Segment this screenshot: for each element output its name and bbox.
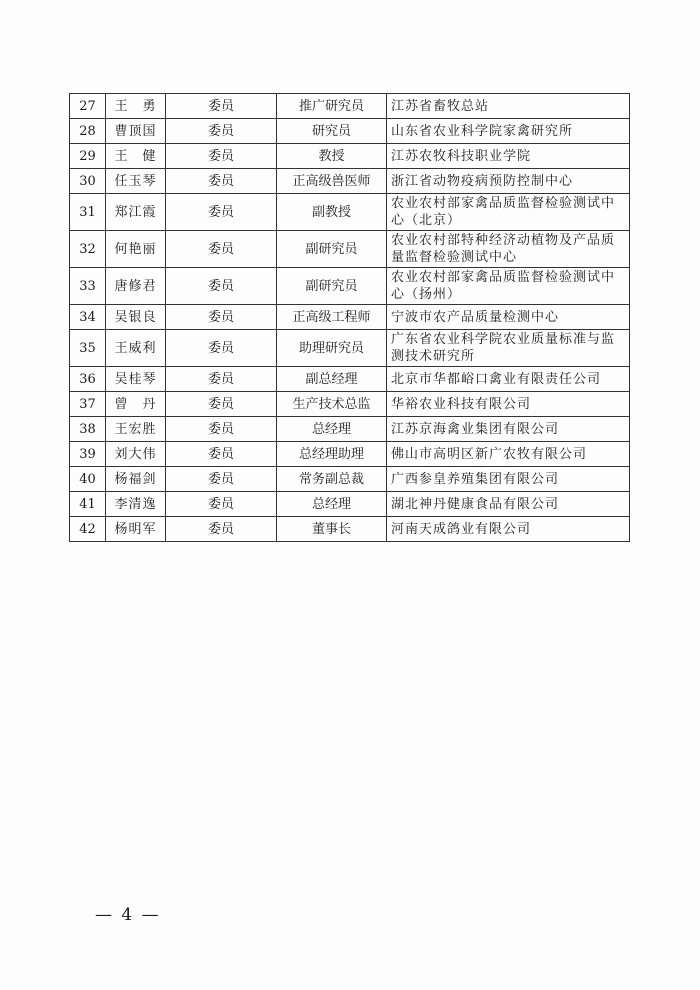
member-title: 助理研究员: [277, 330, 387, 367]
page-number: — 4 —: [95, 905, 161, 925]
member-role: 委员: [166, 119, 277, 144]
member-role: 委员: [166, 231, 277, 268]
member-organization: 河南天成鸽业有限公司: [387, 517, 630, 542]
member-title: 副研究员: [277, 268, 387, 305]
member-organization: 佛山市高明区新广农牧有限公司: [387, 442, 630, 467]
member-name: 杨明军: [106, 517, 166, 542]
member-organization: 广西参皇养殖集团有限公司: [387, 467, 630, 492]
member-role: 委员: [166, 492, 277, 517]
member-role: 委员: [166, 94, 277, 119]
member-name: 刘大伟: [106, 442, 166, 467]
member-organization: 农业农村部特种经济动植物及产品质量监督检验测试中心: [387, 231, 630, 268]
member-name: 王宏胜: [106, 417, 166, 442]
member-name: 唐修君: [106, 268, 166, 305]
member-organization: 农业农村部家禽品质监督检验测试中心（扬州）: [387, 268, 630, 305]
member-title: 副总经理: [277, 367, 387, 392]
member-role: 委员: [166, 417, 277, 442]
member-title: 推广研究员: [277, 94, 387, 119]
member-name: 何艳丽: [106, 231, 166, 268]
member-role: 委员: [166, 268, 277, 305]
table-row: [70, 442, 630, 467]
member-role: 委员: [166, 517, 277, 542]
member-title: 研究员: [277, 119, 387, 144]
member-title: 董事长: [277, 517, 387, 542]
table-row: [70, 367, 630, 392]
member-name: 吴桂琴: [106, 367, 166, 392]
member-organization: 广东省农业科学院农业质量标准与监测技术研究所: [387, 330, 630, 367]
member-number: 31: [70, 194, 106, 231]
member-title: 总经理: [277, 417, 387, 442]
member-number: 32: [70, 231, 106, 268]
member-role: 委员: [166, 169, 277, 194]
member-role: 委员: [166, 392, 277, 417]
member-title: 常务副总裁: [277, 467, 387, 492]
member-name: 任玉琴: [106, 169, 166, 194]
member-role: 委员: [166, 305, 277, 330]
table-row: [70, 330, 630, 367]
member-title: 教授: [277, 144, 387, 169]
table-row: [70, 268, 630, 305]
table-row: [70, 467, 630, 492]
member-title: 副研究员: [277, 231, 387, 268]
member-role: 委员: [166, 367, 277, 392]
member-title: 副教授: [277, 194, 387, 231]
member-name: 王威利: [106, 330, 166, 367]
member-number: 33: [70, 268, 106, 305]
member-organization: 江苏省畜牧总站: [387, 94, 630, 119]
member-title: 正高级工程师: [277, 305, 387, 330]
member-name: 曾 丹: [106, 392, 166, 417]
committee-member-table: [69, 93, 630, 542]
member-organization: 湖北神丹健康食品有限公司: [387, 492, 630, 517]
member-number: 36: [70, 367, 106, 392]
member-title: 总经理: [277, 492, 387, 517]
member-organization: 江苏农牧科技职业学院: [387, 144, 630, 169]
member-number: 37: [70, 392, 106, 417]
table-row: [70, 492, 630, 517]
member-number: 42: [70, 517, 106, 542]
table-row: [70, 231, 630, 268]
member-number: 27: [70, 94, 106, 119]
member-organization: 北京市华都峪口禽业有限责任公司: [387, 367, 630, 392]
member-number: 34: [70, 305, 106, 330]
member-title: 总经理助理: [277, 442, 387, 467]
table-row: [70, 305, 630, 330]
member-organization: 山东省农业科学院家禽研究所: [387, 119, 630, 144]
member-role: 委员: [166, 467, 277, 492]
member-organization: 浙江省动物疫病预防控制中心: [387, 169, 630, 194]
table-row: [70, 417, 630, 442]
member-name: 杨福剑: [106, 467, 166, 492]
table-row: [70, 119, 630, 144]
member-role: 委员: [166, 442, 277, 467]
member-table-body: [70, 94, 630, 542]
member-name: 王 勇: [106, 94, 166, 119]
member-number: 39: [70, 442, 106, 467]
table-row: [70, 517, 630, 542]
table-row: [70, 392, 630, 417]
member-number: 40: [70, 467, 106, 492]
member-number: 29: [70, 144, 106, 169]
member-role: 委员: [166, 330, 277, 367]
member-number: 30: [70, 169, 106, 194]
member-title: 生产技术总监: [277, 392, 387, 417]
table-row: [70, 194, 630, 231]
member-name: 吴银良: [106, 305, 166, 330]
member-organization: 农业农村部家禽品质监督检验测试中心（北京）: [387, 194, 630, 231]
member-number: 38: [70, 417, 106, 442]
member-role: 委员: [166, 194, 277, 231]
table-row: [70, 94, 630, 119]
member-role: 委员: [166, 144, 277, 169]
member-organization: 宁波市农产品质量检测中心: [387, 305, 630, 330]
member-number: 28: [70, 119, 106, 144]
table-row: [70, 169, 630, 194]
member-number: 35: [70, 330, 106, 367]
member-name: 李清逸: [106, 492, 166, 517]
member-organization: 华裕农业科技有限公司: [387, 392, 630, 417]
member-organization: 江苏京海禽业集团有限公司: [387, 417, 630, 442]
member-name: 郑江霞: [106, 194, 166, 231]
table-row: [70, 144, 630, 169]
member-number: 41: [70, 492, 106, 517]
member-title: 正高级兽医师: [277, 169, 387, 194]
member-name: 曹顶国: [106, 119, 166, 144]
member-name: 王 健: [106, 144, 166, 169]
